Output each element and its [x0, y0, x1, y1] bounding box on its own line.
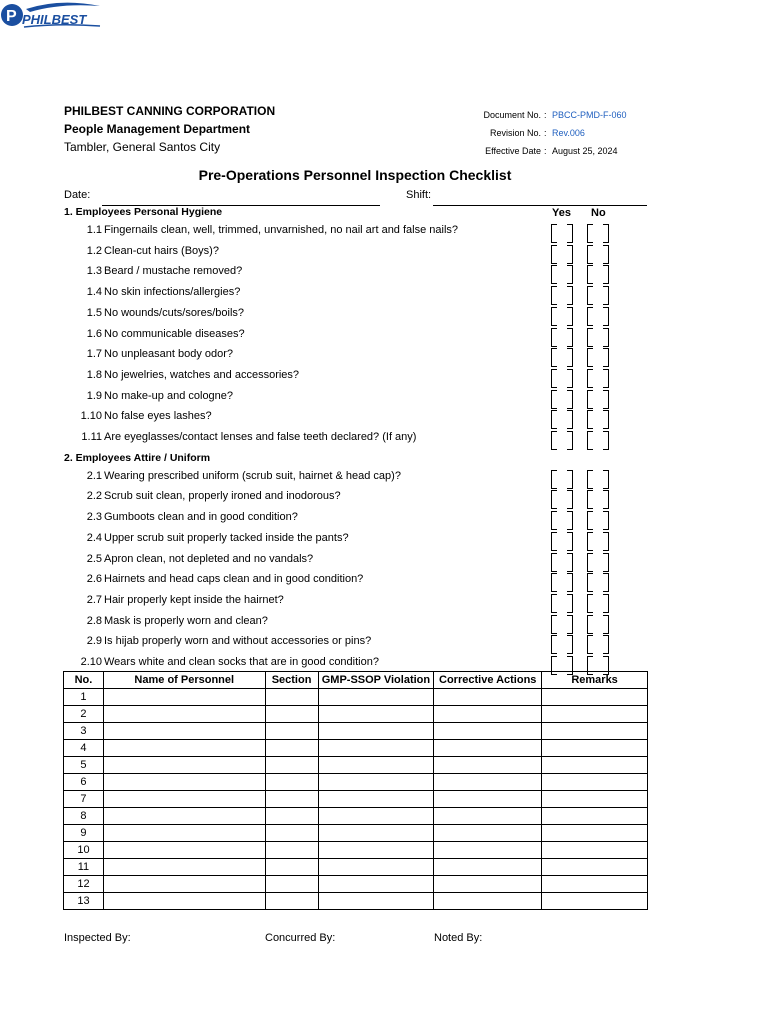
- item-number: 1.9: [86, 389, 102, 402]
- remarks-cell[interactable]: [542, 740, 648, 757]
- shift-field[interactable]: [433, 205, 647, 206]
- section-heading: 1. Employees Personal Hygiene: [64, 206, 223, 218]
- company-location: Tambler, General Santos City: [64, 140, 221, 154]
- item-number: 1.3: [86, 265, 102, 278]
- item-number: 2.8: [86, 614, 102, 627]
- row-number: 5: [64, 757, 104, 774]
- row-number: 11: [64, 859, 104, 876]
- violation-cell[interactable]: [318, 842, 434, 859]
- meta-colon: :: [544, 110, 547, 120]
- checklist-item: Scrub suit clean, properly ironed and inodorous?: [104, 490, 341, 503]
- item-number: 1.1: [86, 224, 102, 236]
- section-cell[interactable]: [265, 825, 318, 842]
- checklist-item: Beard / mustache removed?: [104, 265, 243, 278]
- corrective-cell[interactable]: [434, 876, 542, 893]
- no-checkbox[interactable]: [587, 431, 609, 449]
- no-checkbox[interactable]: [587, 573, 609, 591]
- col-remarks: Remarks: [542, 672, 648, 689]
- row-number: 3: [64, 723, 104, 740]
- checklist-item: Wearing prescribed uniform (scrub suit, hairnet & head cap)?: [104, 469, 401, 482]
- no-checkbox[interactable]: [587, 553, 609, 571]
- item-number: 2.10: [80, 656, 102, 668]
- corrective-cell[interactable]: [434, 808, 542, 825]
- yes-checkbox[interactable]: [551, 265, 573, 283]
- checklist-item: No unpleasant body odor?: [104, 348, 234, 361]
- row-number: 4: [64, 740, 104, 757]
- violation-cell[interactable]: [318, 791, 434, 808]
- corrective-cell[interactable]: [434, 774, 542, 791]
- table-row: [64, 740, 648, 757]
- table-row: [64, 876, 648, 893]
- row-number: 7: [64, 791, 104, 808]
- remarks-cell[interactable]: [542, 876, 648, 893]
- name-cell[interactable]: [103, 859, 265, 876]
- checklist-item: Hair properly kept inside the hairnet?: [104, 593, 284, 606]
- checklist-item: Are eyeglasses/contact lenses and false teeth declared? (If any): [104, 431, 417, 443]
- company-logo: [0, 0, 102, 30]
- yes-checkbox[interactable]: [551, 490, 573, 508]
- corrective-cell[interactable]: [434, 757, 542, 774]
- date-label: Date:: [64, 189, 91, 201]
- item-number: 1.4: [86, 286, 102, 299]
- item-number: 2.2: [86, 490, 102, 503]
- personnel-table: [63, 671, 648, 910]
- no-checkbox[interactable]: [587, 328, 609, 346]
- table-row: [64, 808, 648, 825]
- document-no-value: PBCC-PMD-F-060: [552, 110, 627, 120]
- item-number: 1.8: [86, 368, 102, 381]
- no-checkbox[interactable]: [587, 265, 609, 283]
- table-row: [64, 689, 648, 706]
- checklist-item: Is hijab properly worn and without accessories or pins?: [104, 635, 372, 648]
- corrective-cell[interactable]: [434, 723, 542, 740]
- section-cell[interactable]: [265, 859, 318, 876]
- row-number: 10: [64, 842, 104, 859]
- document-no-label: Document No.: [483, 110, 541, 120]
- remarks-cell[interactable]: [542, 723, 648, 740]
- page-title: Pre-Operations Personnel Inspection Checklist: [198, 167, 512, 183]
- logo-wordmark: PHILBEST: [22, 12, 87, 27]
- meta-colon: :: [544, 128, 547, 138]
- item-number: 1.7: [86, 348, 102, 361]
- corrective-cell[interactable]: [434, 689, 542, 706]
- no-checkbox[interactable]: [587, 390, 609, 408]
- col-name: Name of Personnel: [103, 672, 265, 689]
- remarks-cell[interactable]: [542, 825, 648, 842]
- violation-cell[interactable]: [318, 893, 434, 910]
- name-cell[interactable]: [103, 893, 265, 910]
- company-name: PHILBEST CANNING CORPORATION: [64, 104, 276, 118]
- revision-no-value: Rev.006: [552, 128, 585, 138]
- section-cell[interactable]: [265, 774, 318, 791]
- corrective-cell[interactable]: [434, 842, 542, 859]
- violation-cell[interactable]: [318, 774, 434, 791]
- corrective-cell[interactable]: [434, 859, 542, 876]
- table-row: [64, 893, 648, 910]
- no-checkbox[interactable]: [587, 307, 609, 325]
- no-checkbox[interactable]: [587, 224, 609, 242]
- yes-checkbox[interactable]: [551, 328, 573, 346]
- yes-checkbox[interactable]: [551, 553, 573, 571]
- checklist-item: No communicable diseases?: [104, 327, 245, 340]
- remarks-cell[interactable]: [542, 706, 648, 723]
- yes-checkbox[interactable]: [551, 410, 573, 428]
- name-cell[interactable]: [103, 876, 265, 893]
- yes-checkbox[interactable]: [551, 348, 573, 366]
- name-cell[interactable]: [103, 808, 265, 825]
- yes-checkbox[interactable]: [551, 615, 573, 633]
- yes-checkbox[interactable]: [551, 573, 573, 591]
- corrective-cell[interactable]: [434, 893, 542, 910]
- noted-by-label: Noted By:: [434, 932, 483, 944]
- violation-cell[interactable]: [318, 723, 434, 740]
- checklist-item: No make-up and cologne?: [104, 389, 234, 402]
- violation-cell[interactable]: [318, 757, 434, 774]
- checklist-item: No false eyes lashes?: [104, 410, 212, 423]
- effective-date-value: August 25, 2024: [552, 146, 618, 156]
- violation-cell[interactable]: [318, 876, 434, 893]
- violation-cell[interactable]: [318, 825, 434, 842]
- section-cell[interactable]: [265, 757, 318, 774]
- table-row: [64, 757, 648, 774]
- no-checkbox[interactable]: [587, 594, 609, 612]
- yes-checkbox[interactable]: [551, 369, 573, 387]
- row-number: 12: [64, 876, 104, 893]
- item-number: 2.4: [86, 531, 102, 544]
- yes-checkbox[interactable]: [551, 286, 573, 304]
- remarks-cell[interactable]: [542, 791, 648, 808]
- section-cell[interactable]: [265, 893, 318, 910]
- no-checkbox[interactable]: [587, 615, 609, 633]
- checklist-item: Fingernails clean, well, trimmed, unvarnished, no nail art and false nails?: [104, 224, 459, 236]
- no-checkbox[interactable]: [587, 286, 609, 304]
- no-checkbox[interactable]: [587, 490, 609, 508]
- remarks-cell[interactable]: [542, 689, 648, 706]
- checklist-item: Apron clean, not depleted and no vandals?: [104, 552, 314, 565]
- section-cell[interactable]: [265, 842, 318, 859]
- row-number: 6: [64, 774, 104, 791]
- violation-cell[interactable]: [318, 740, 434, 757]
- violation-cell[interactable]: [318, 706, 434, 723]
- remarks-cell[interactable]: [542, 757, 648, 774]
- remarks-cell[interactable]: [542, 842, 648, 859]
- col-no: No.: [64, 672, 104, 689]
- name-cell[interactable]: [103, 774, 265, 791]
- no-checkbox[interactable]: [587, 410, 609, 428]
- item-number: 1.6: [86, 327, 102, 340]
- name-cell[interactable]: [103, 706, 265, 723]
- section-cell[interactable]: [265, 740, 318, 757]
- yes-checkbox[interactable]: [551, 245, 573, 263]
- revision-no-label: Revision No.: [489, 128, 541, 138]
- item-number: 2.1: [86, 469, 102, 482]
- yes-checkbox[interactable]: [551, 511, 573, 529]
- item-number: 2.3: [86, 511, 102, 524]
- section-cell[interactable]: [265, 689, 318, 706]
- checklist-item: Clean-cut hairs (Boys)?: [104, 244, 219, 257]
- col-violation: GMP-SSOP Violation: [318, 672, 434, 689]
- item-number: 2.9: [86, 635, 102, 648]
- name-cell[interactable]: [103, 723, 265, 740]
- effective-date-label: Effective Date: [485, 146, 541, 156]
- checklist-item: Gumboots clean and in good condition?: [104, 511, 298, 524]
- section-cell[interactable]: [265, 706, 318, 723]
- table-header-row: [64, 672, 648, 689]
- violation-cell[interactable]: [318, 808, 434, 825]
- corrective-cell[interactable]: [434, 740, 542, 757]
- checklist-item: No jewelries, watches and accessories?: [104, 368, 300, 381]
- remarks-cell[interactable]: [542, 808, 648, 825]
- yes-checkbox[interactable]: [551, 390, 573, 408]
- name-cell[interactable]: [103, 740, 265, 757]
- name-cell[interactable]: [103, 757, 265, 774]
- no-checkbox[interactable]: [587, 635, 609, 653]
- table-row: [64, 723, 648, 740]
- meta-colon: :: [544, 146, 547, 156]
- yes-checkbox[interactable]: [551, 307, 573, 325]
- no-checkbox[interactable]: [587, 470, 609, 488]
- checklist-item: No skin infections/allergies?: [104, 286, 241, 299]
- yes-checkbox[interactable]: [551, 224, 573, 242]
- table-row: [64, 859, 648, 876]
- name-cell[interactable]: [103, 791, 265, 808]
- table-row: [64, 774, 648, 791]
- col-corrective: Corrective Actions: [434, 672, 542, 689]
- item-number: 1.10: [80, 410, 102, 423]
- no-header: No: [591, 207, 606, 219]
- item-number: 2.5: [86, 552, 102, 565]
- name-cell[interactable]: [103, 842, 265, 859]
- section-cell[interactable]: [265, 723, 318, 740]
- section-heading: 2. Employees Attire / Uniform: [64, 451, 211, 464]
- no-checkbox[interactable]: [587, 532, 609, 550]
- inspected-by-label: Inspected By:: [64, 932, 131, 944]
- checklist-item: No wounds/cuts/sores/boils?: [104, 306, 245, 319]
- name-cell[interactable]: [103, 825, 265, 842]
- checklist-item: Hairnets and head caps clean and in good condition?: [104, 573, 364, 586]
- item-number: 1.11: [81, 431, 102, 443]
- table-row: [64, 791, 648, 808]
- checklist-item: Wears white and clean socks that are in good condition?: [104, 656, 379, 668]
- no-checkbox[interactable]: [587, 511, 609, 529]
- section-cell[interactable]: [265, 808, 318, 825]
- table-row: [64, 842, 648, 859]
- checklist-item: Mask is properly worn and clean?: [104, 614, 268, 627]
- checklist-item: Upper scrub suit properly tacked inside the pants?: [104, 531, 349, 544]
- item-number: 1.2: [86, 244, 102, 257]
- item-number: 1.5: [86, 306, 102, 319]
- shift-label: Shift:: [406, 189, 432, 201]
- no-checkbox[interactable]: [587, 369, 609, 387]
- row-number: 9: [64, 825, 104, 842]
- no-checkbox[interactable]: [587, 348, 609, 366]
- table-row: [64, 706, 648, 723]
- corrective-cell[interactable]: [434, 706, 542, 723]
- svg-text:P: P: [6, 8, 17, 25]
- item-number: 2.7: [86, 593, 102, 606]
- yes-checkbox[interactable]: [551, 470, 573, 488]
- table-row: [64, 825, 648, 842]
- row-number: 1: [64, 689, 104, 706]
- col-section: Section: [265, 672, 318, 689]
- name-cell[interactable]: [103, 689, 265, 706]
- row-number: 8: [64, 808, 104, 825]
- section-cell[interactable]: [265, 876, 318, 893]
- yes-checkbox[interactable]: [551, 635, 573, 653]
- corrective-cell[interactable]: [434, 825, 542, 842]
- department-name: People Management Department: [64, 122, 251, 136]
- remarks-cell[interactable]: [542, 859, 648, 876]
- yes-header: Yes: [552, 207, 571, 219]
- remarks-cell[interactable]: [542, 774, 648, 791]
- remarks-cell[interactable]: [542, 893, 648, 910]
- corrective-cell[interactable]: [434, 791, 542, 808]
- yes-checkbox[interactable]: [551, 532, 573, 550]
- item-number: 2.6: [86, 573, 102, 586]
- row-number: 2: [64, 706, 104, 723]
- row-number: 13: [64, 893, 104, 910]
- concurred-by-label: Concurred By:: [265, 932, 336, 944]
- yes-checkbox[interactable]: [551, 594, 573, 612]
- section-cell[interactable]: [265, 791, 318, 808]
- violation-cell[interactable]: [318, 689, 434, 706]
- yes-checkbox[interactable]: [551, 431, 573, 449]
- violation-cell[interactable]: [318, 859, 434, 876]
- no-checkbox[interactable]: [587, 245, 609, 263]
